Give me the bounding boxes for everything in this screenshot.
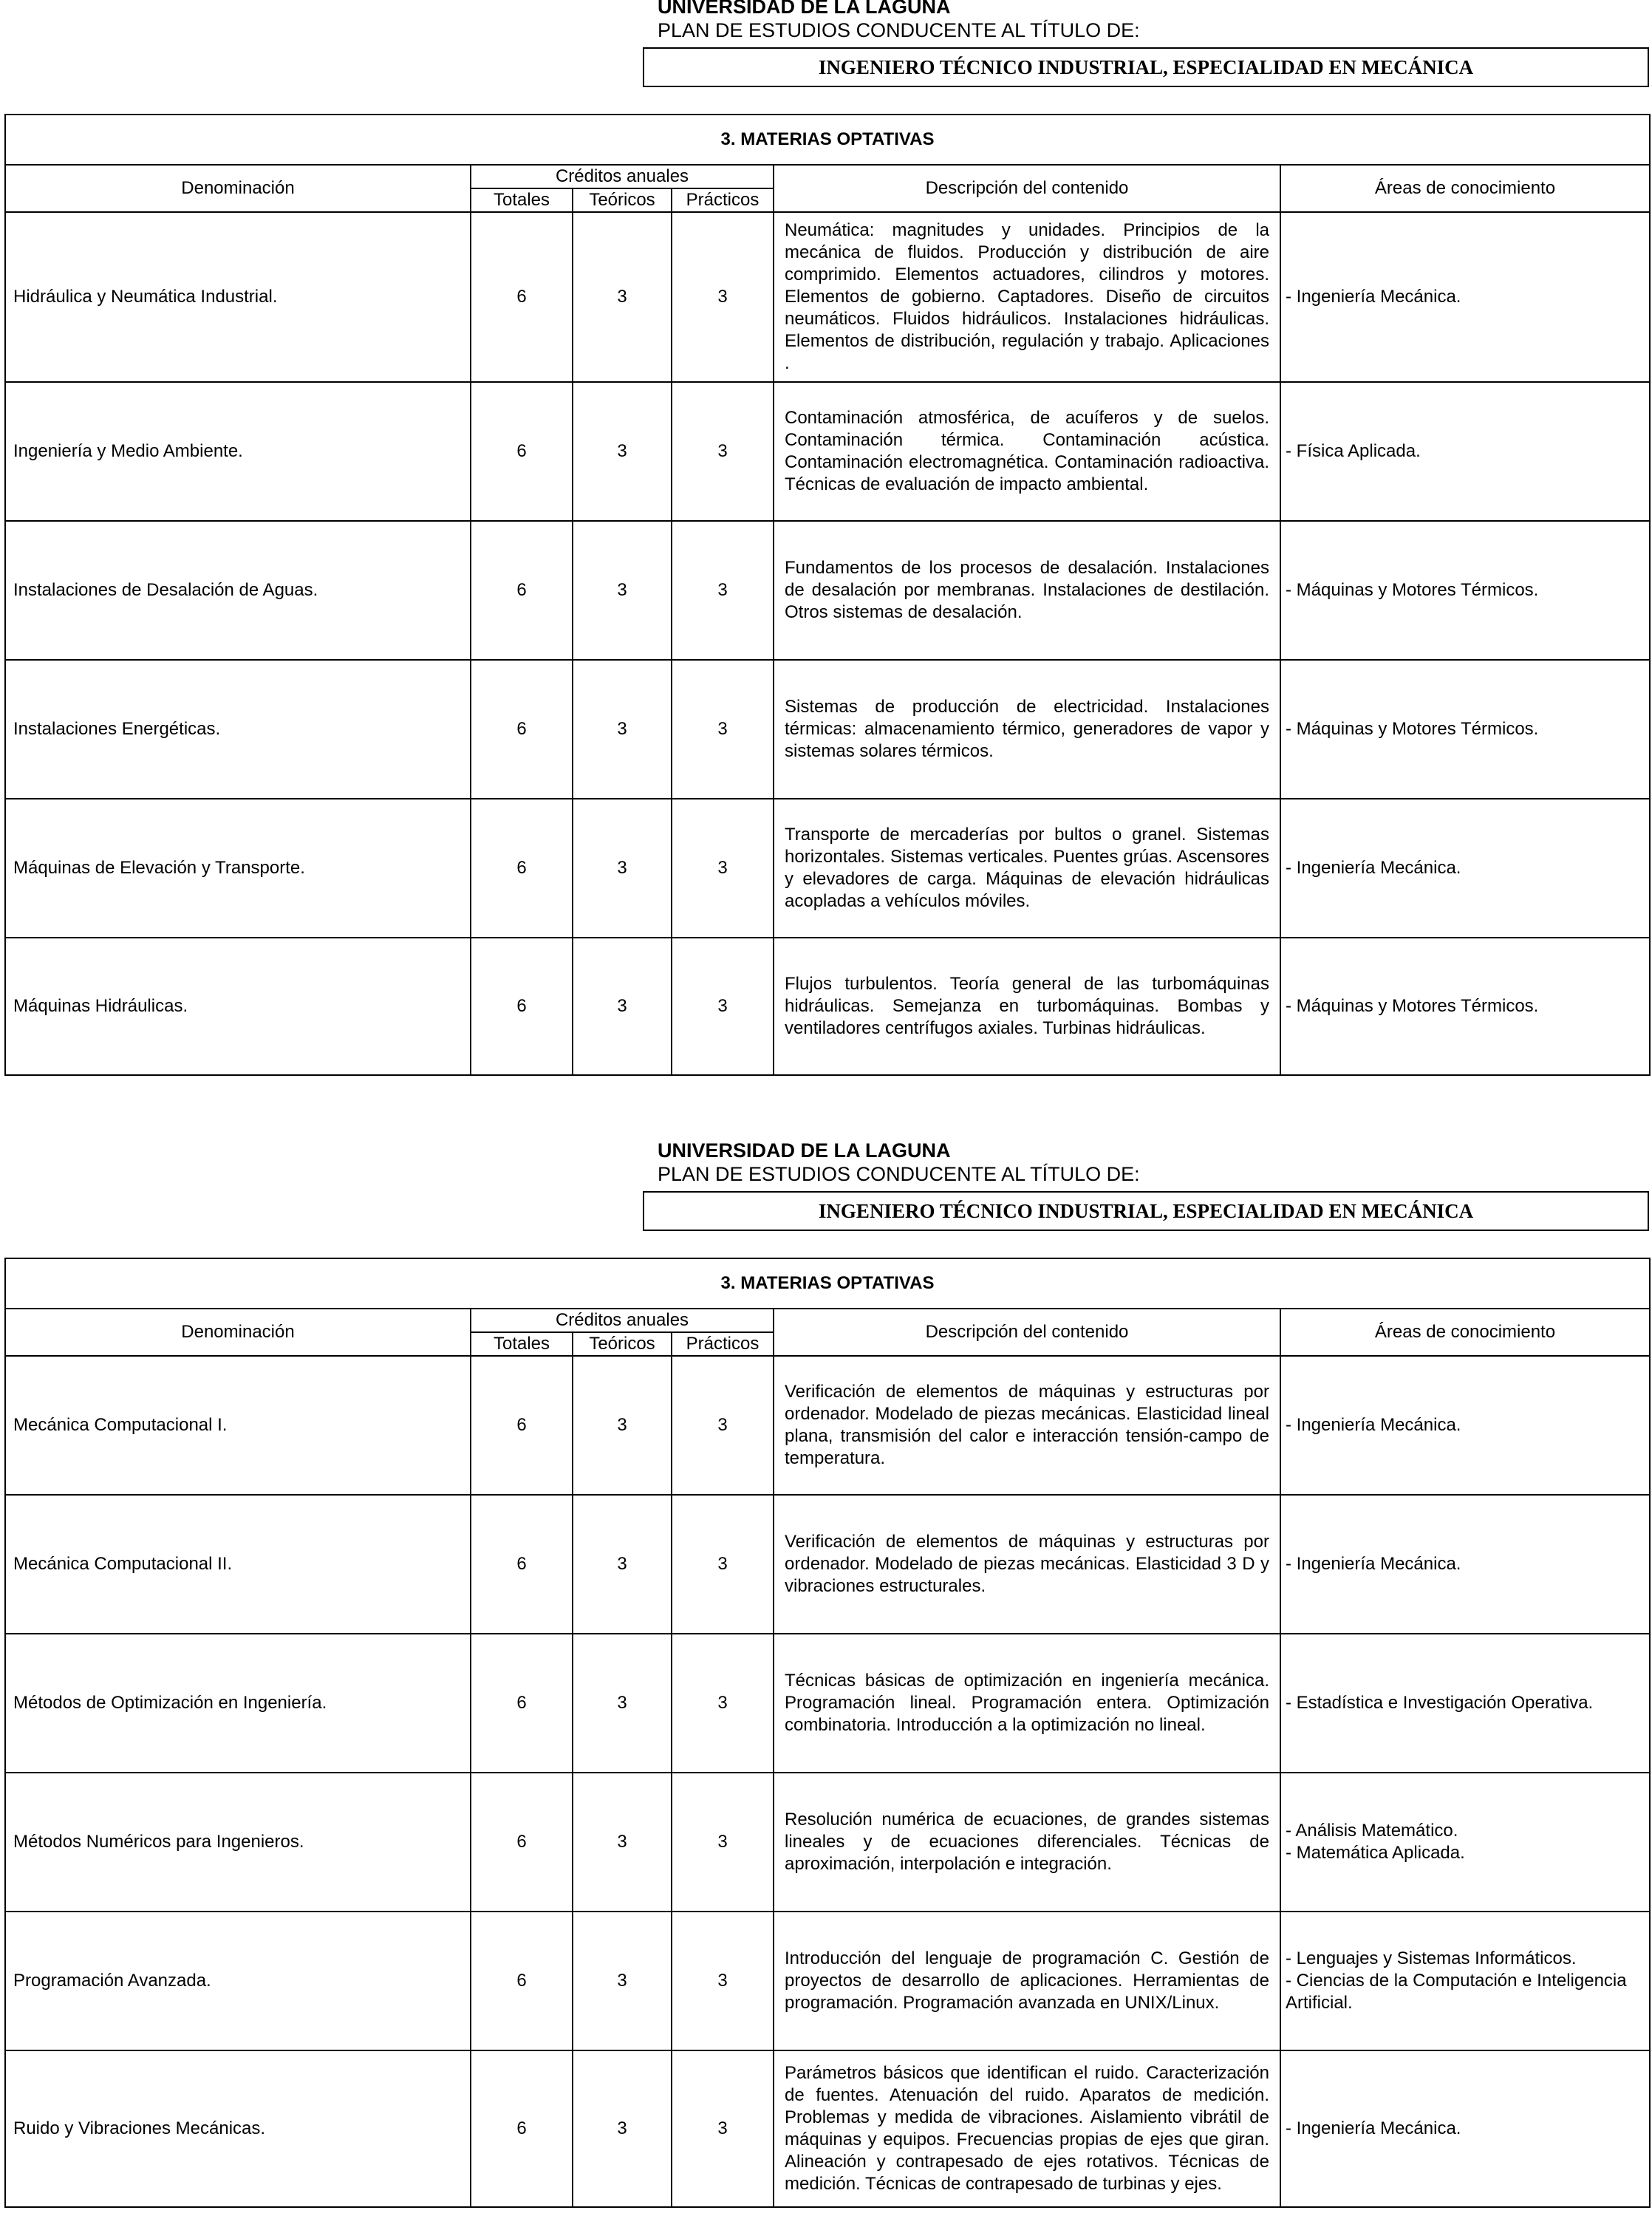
subject-name: Ingeniería y Medio Ambiente. — [5, 382, 471, 521]
header-teoricos: Teóricos — [573, 188, 672, 212]
section-title: 3. MATERIAS OPTATIVAS — [5, 1258, 1650, 1309]
credits-teoricos: 3 — [573, 1634, 672, 1773]
header-descripcion: Descripción del contenido — [774, 165, 1280, 212]
subject-name: Instalaciones de Desalación de Aguas. — [5, 521, 471, 660]
table-row — [5, 1773, 1650, 1912]
header-denominacion: Denominación — [5, 1309, 471, 1356]
credits-practicos: 3 — [672, 2050, 774, 2207]
table-row — [5, 521, 1650, 660]
knowledge-area: - Ingeniería Mecánica. — [1286, 2118, 1461, 2138]
header-creditos: Créditos anuales — [471, 1309, 774, 1332]
credits-practicos: 3 — [672, 382, 774, 521]
table-row — [5, 1356, 1650, 1495]
credits-totales: 6 — [471, 212, 573, 382]
subject-name: Instalaciones Energéticas. — [5, 660, 471, 799]
credits-teoricos: 3 — [573, 1356, 672, 1495]
knowledge-areas — [1280, 212, 1650, 382]
university-name: UNIVERSIDAD DE LA LAGUNA — [658, 0, 951, 18]
knowledge-area: - Estadística e Investigación Operativa. — [1286, 1693, 1594, 1713]
subject-description: Verificación de elementos de máquinas y estructuras por ordenador. Modelado de piezas mecánicas. Elasticidad lineal plana, transmisión del calor e interacción tensión-campo de temperatura. — [774, 1356, 1280, 1495]
knowledge-area: - Máquinas y Motores Térmicos. — [1286, 580, 1539, 600]
subject-description: Neumática: magnitudes y unidades. Principios de la mecánica de fluidos. Producción y distribución de aire comprimido. Elementos actuadores, cilindros y motores. Elementos de gobierno. Captadores. Diseño de circuitos neumáticos. Fluidos hidráulicos. Instalaciones hidráulicas. Elementos de distribución, regulación y trabajo. Aplicaciones . — [774, 212, 1280, 382]
knowledge-area: - Ingeniería Mecánica. — [1286, 858, 1461, 878]
credits-teoricos: 3 — [573, 521, 672, 660]
credits-teoricos: 3 — [573, 382, 672, 521]
subject-name: Mecánica Computacional I. — [5, 1356, 471, 1495]
credits-totales: 6 — [471, 1912, 573, 2050]
subject-name: Programación Avanzada. — [5, 1912, 471, 2050]
subject-description: Flujos turbulentos. Teoría general de las turbomáquinas hidráulicas. Semejanza en turbomáquinas. Bombas y ventiladores centrífugos axiales. Turbinas hidráulicas. — [774, 938, 1280, 1075]
degree-title: INGENIERO TÉCNICO INDUSTRIAL, ESPECIALIDAD EN MECÁNICA — [643, 1191, 1649, 1231]
subject-description: Transporte de mercaderías por bultos o granel. Sistemas horizontales. Sistemas verticales. Puentes grúas. Ascensores y elevadores de carga. Máquinas de elevación hidráulicas acopladas a vehículos móviles. — [774, 799, 1280, 938]
header-totales: Totales — [471, 188, 573, 212]
knowledge-areas — [1280, 1495, 1650, 1634]
credits-totales: 6 — [471, 1356, 573, 1495]
subject-name: Hidráulica y Neumática Industrial. — [5, 212, 471, 382]
subjects-table — [4, 114, 1651, 1076]
table-row — [5, 2050, 1650, 2207]
knowledge-area: - Análisis Matemático. — [1286, 1821, 1458, 1841]
subject-description: Contaminación atmosférica, de acuíferos y de suelos. Contaminación térmica. Contaminación acústica. Contaminación electromagnética. Contaminación radioactiva. Técnicas de evaluación de impacto ambiental. — [774, 382, 1280, 521]
credits-practicos: 3 — [672, 212, 774, 382]
subject-description: Técnicas básicas de optimización en ingeniería mecánica. Programación lineal. Programación entera. Optimización combinatoria. Introducción a la optimización no lineal. — [774, 1634, 1280, 1773]
knowledge-area: - Ingeniería Mecánica. — [1286, 287, 1461, 307]
knowledge-area: - Matemática Aplicada. — [1286, 1843, 1465, 1863]
knowledge-area: - Lenguajes y Sistemas Informáticos. — [1286, 1948, 1577, 1968]
subjects-table — [4, 1258, 1651, 2208]
credits-teoricos: 3 — [573, 660, 672, 799]
table-row — [5, 938, 1650, 1075]
credits-teoricos: 3 — [573, 212, 672, 382]
knowledge-areas — [1280, 1356, 1650, 1495]
knowledge-areas — [1280, 1912, 1650, 2050]
credits-totales: 6 — [471, 521, 573, 660]
credits-totales: 6 — [471, 2050, 573, 2207]
credits-practicos: 3 — [672, 1912, 774, 2050]
table-row — [5, 1634, 1650, 1773]
credits-totales: 6 — [471, 938, 573, 1075]
knowledge-area: - Física Aplicada. — [1286, 441, 1421, 461]
credits-teoricos: 3 — [573, 1495, 672, 1634]
table-row — [5, 1495, 1650, 1634]
knowledge-areas — [1280, 1773, 1650, 1912]
table-row — [5, 660, 1650, 799]
credits-teoricos: 3 — [573, 2050, 672, 2207]
header-areas: Áreas de conocimiento — [1280, 1309, 1650, 1356]
credits-teoricos: 3 — [573, 1912, 672, 2050]
knowledge-area: - Ingeniería Mecánica. — [1286, 1415, 1461, 1435]
university-name: UNIVERSIDAD DE LA LAGUNA — [658, 1139, 951, 1162]
knowledge-areas — [1280, 799, 1650, 938]
subject-description: Parámetros básicos que identifican el ruido. Caracterización de fuentes. Atenuación del ruido. Aparatos de medición. Problemas y medida de vibraciones. Aislamiento vibrátil de máquinas y equipos. Frecuencias propias de ejes que giran. Alineación y contrapesado de ejes rotativos. Técnicas de medición. Técnicas de contrapesado de turbinas y ejes. — [774, 2050, 1280, 2207]
header-denominacion: Denominación — [5, 165, 471, 212]
degree-title: INGENIERO TÉCNICO INDUSTRIAL, ESPECIALIDAD EN MECÁNICA — [643, 47, 1649, 87]
header-creditos: Créditos anuales — [471, 165, 774, 188]
header-practicos: Prácticos — [672, 188, 774, 212]
section-title: 3. MATERIAS OPTATIVAS — [5, 115, 1650, 165]
credits-totales: 6 — [471, 1634, 573, 1773]
credits-totales: 6 — [471, 382, 573, 521]
header-totales: Totales — [471, 1332, 573, 1356]
subject-description: Introducción del lenguaje de programación C. Gestión de proyectos de desarrollo de aplicaciones. Herramientas de programación. Programación avanzada en UNIX/Linux. — [774, 1912, 1280, 2050]
credits-practicos: 3 — [672, 938, 774, 1075]
knowledge-area: - Ingeniería Mecánica. — [1286, 1554, 1461, 1574]
plan-line: PLAN DE ESTUDIOS CONDUCENTE AL TÍTULO DE: — [658, 1163, 1140, 1185]
knowledge-areas — [1280, 382, 1650, 521]
subject-name: Máquinas de Elevación y Transporte. — [5, 799, 471, 938]
credits-practicos: 3 — [672, 521, 774, 660]
subject-name: Ruido y Vibraciones Mecánicas. — [5, 2050, 471, 2207]
credits-practicos: 3 — [672, 1495, 774, 1634]
table-row — [5, 382, 1650, 521]
table-row — [5, 799, 1650, 938]
header-teoricos: Teóricos — [573, 1332, 672, 1356]
knowledge-area: - Máquinas y Motores Térmicos. — [1286, 719, 1539, 739]
subject-name: Métodos Numéricos para Ingenieros. — [5, 1773, 471, 1912]
credits-teoricos: 3 — [573, 799, 672, 938]
credits-practicos: 3 — [672, 1356, 774, 1495]
subject-description: Sistemas de producción de electricidad. Instalaciones térmicas: almacenamiento térmico, generadores de vapor y sistemas solares térmicos. — [774, 660, 1280, 799]
credits-totales: 6 — [471, 799, 573, 938]
credits-totales: 6 — [471, 660, 573, 799]
table-row — [5, 212, 1650, 382]
plan-line: PLAN DE ESTUDIOS CONDUCENTE AL TÍTULO DE: — [658, 19, 1140, 41]
header-descripcion: Descripción del contenido — [774, 1309, 1280, 1356]
credits-practicos: 3 — [672, 660, 774, 799]
subject-name: Mecánica Computacional II. — [5, 1495, 471, 1634]
credits-teoricos: 3 — [573, 938, 672, 1075]
knowledge-areas — [1280, 1634, 1650, 1773]
credits-teoricos: 3 — [573, 1773, 672, 1912]
knowledge-areas — [1280, 2050, 1650, 2207]
subject-description: Resolución numérica de ecuaciones, de grandes sistemas lineales y de ecuaciones diferenciales. Técnicas de aproximación, interpolación e integración. — [774, 1773, 1280, 1912]
knowledge-areas — [1280, 521, 1650, 660]
credits-practicos: 3 — [672, 799, 774, 938]
header-areas: Áreas de conocimiento — [1280, 165, 1650, 212]
knowledge-area: - Ciencias de la Computación e Inteligencia Artificial. — [1286, 1971, 1627, 2013]
table-row — [5, 1912, 1650, 2050]
knowledge-area: - Máquinas y Motores Térmicos. — [1286, 996, 1539, 1016]
knowledge-areas — [1280, 938, 1650, 1075]
credits-practicos: 3 — [672, 1773, 774, 1912]
subject-name: Métodos de Optimización en Ingeniería. — [5, 1634, 471, 1773]
credits-practicos: 3 — [672, 1634, 774, 1773]
header-practicos: Prácticos — [672, 1332, 774, 1356]
knowledge-areas — [1280, 660, 1650, 799]
credits-totales: 6 — [471, 1773, 573, 1912]
subject-description: Verificación de elementos de máquinas y estructuras por ordenador. Modelado de piezas mecánicas. Elasticidad 3 D y vibraciones estructurales. — [774, 1495, 1280, 1634]
subject-description: Fundamentos de los procesos de desalación. Instalaciones de desalación por membranas. Instalaciones de destilación. Otros sistemas de desalación. — [774, 521, 1280, 660]
subject-name: Máquinas Hidráulicas. — [5, 938, 471, 1075]
credits-totales: 6 — [471, 1495, 573, 1634]
